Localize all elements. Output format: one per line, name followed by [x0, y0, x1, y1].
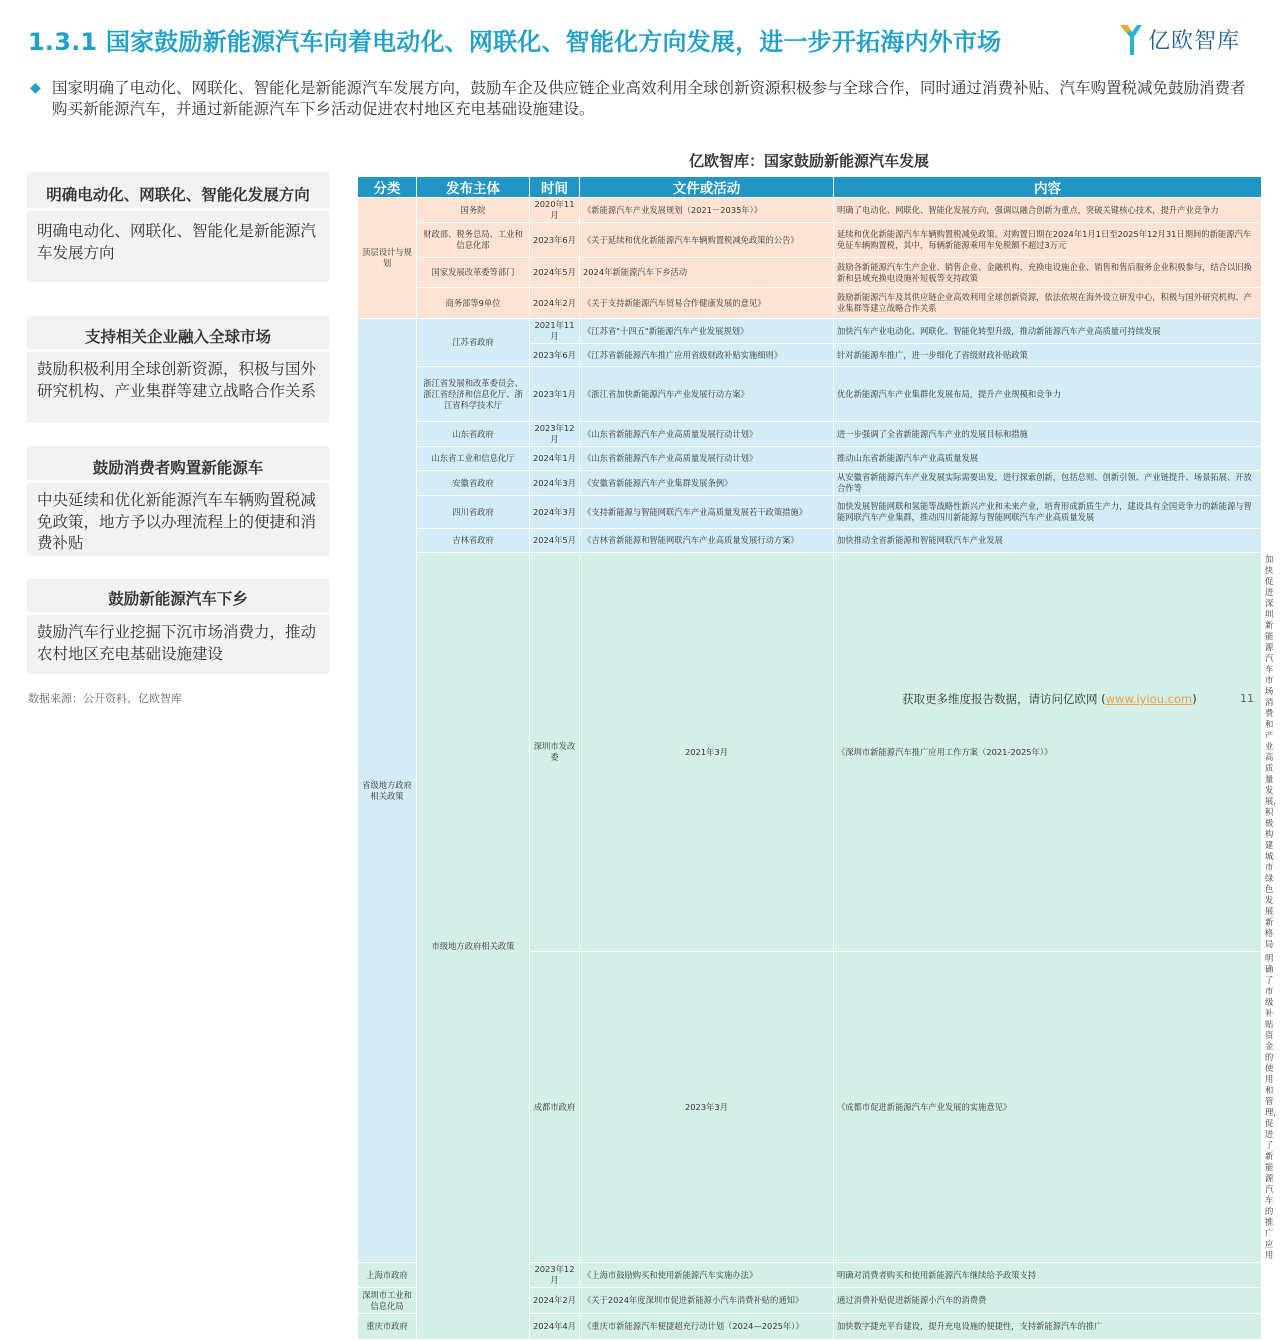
cell-document: 《重庆市新能源汽车便捷超充行动计划（2024—2025年）》: [580, 1314, 834, 1340]
card-body: 明确电动化、网联化、智能化是新能源汽车发展方向: [37, 222, 317, 262]
header-category: 分类: [358, 177, 417, 198]
table-row: [358, 367, 1262, 422]
card-title: 鼓励新能源汽车下乡: [108, 590, 248, 608]
table-header-row: [358, 177, 1262, 198]
table-title: 亿欧智库：国家鼓励新能源汽车发展: [688, 152, 929, 170]
header-document: 文件或活动: [580, 177, 834, 198]
cell-issuer: 上海市政府: [358, 1263, 417, 1288]
cell-date: 2024年2月: [530, 288, 580, 319]
cell-content: 延续和优化新能源汽车车辆购置税减免政策。对购置日期在2024年1月1日至2025年12月31日期间的新能源汽车免征车辆购置税，其中，每辆新能源乘用车免税额不超过3万元: [834, 223, 1262, 258]
logo-text: 亿欧智库: [1148, 28, 1241, 54]
cell-issuer: 山东省政府: [417, 422, 530, 447]
cell-issuer: 重庆市政府: [358, 1314, 417, 1340]
cell-date: 2024年3月: [530, 496, 580, 529]
cell-content: 明确对消费者购买和使用新能源汽车继续给予政策支持: [834, 1263, 1262, 1288]
cell-issuer: 国务院: [417, 198, 530, 223]
table-row: [358, 198, 1262, 223]
diamond-bullet-icon: ◆: [30, 80, 41, 96]
cell-document: 《支持新能源与智能网联汽车产业高质量发展若干政策措施》: [580, 496, 834, 529]
cell-issuer: 浙江省发展和改革委员会、浙江省经济和信息化厅、浙江省科学技术厅: [417, 367, 530, 422]
cell-date: 2024年3月: [530, 471, 580, 496]
cell-document: 《新能源汽车产业发展规划（2021－2035年）》: [580, 198, 834, 223]
card-title: 支持相关企业融入全球市场: [84, 328, 271, 346]
cell-document: 《关于2024年度深圳市促进新能源小汽车消费补贴的通知》: [580, 1288, 834, 1314]
cell-content: 推动山东省新能源汽车产业高质量发展: [834, 447, 1262, 471]
table-row: [358, 447, 1262, 471]
cell-document: 《浙江省加快新能源汽车产业发展行动方案》: [580, 367, 834, 422]
cell-document: 《江苏省"十四五"新能源汽车产业发展规划》: [580, 319, 834, 344]
card-body: 中央延续和优化新能源汽车车辆购置税减免政策，地方予以办理流程上的便捷和消费补贴: [37, 491, 317, 552]
cell-issuer: 四川省政府: [417, 496, 530, 529]
header-date: 时间: [530, 177, 580, 198]
table-row: [358, 258, 1262, 288]
cell-document: 《深圳市新能源汽车推广应用工作方案（2021-2025年）》: [834, 553, 1262, 952]
cell-content: 明确了电动化、网联化、智能化发展方向，强调以融合创新为重点，突破关键核心技术，提升产业竞争力: [834, 198, 1262, 223]
cell-document: 《山东省新能源汽车产业高质量发展行动计划》: [580, 447, 834, 471]
card-rural: [27, 579, 329, 674]
cell-issuer: 财政部、税务总局、工业和信息化部: [417, 223, 530, 258]
card-direction: [27, 172, 329, 282]
cell-content: 鼓励新能源汽车及其供应链企业高效利用全球创新资源，依法依规在海外设立研发中心，积极与国外研究机构、产业集群等建立战略合作关系: [834, 288, 1262, 319]
footer-suffix: ): [1192, 692, 1197, 706]
cell-content: 鼓励各新能源汽车生产企业、销售企业、金融机构、充换电设施企业、销售和售后服务企业积极参与，结合以旧换新和县域充换电设施补短板等支持政策: [834, 258, 1262, 288]
card-divider: [27, 349, 329, 352]
group-label: 市级地方政府相关政策: [417, 553, 530, 1340]
table-row: [358, 422, 1262, 447]
intro-text: 国家明确了电动化、网联化、智能化是新能源汽车发展方向，鼓励车企及供应链企业高效利用全球创新资源积极参与全球合作，同时通过消费补贴、汽车购置税减免鼓励消费者购买新能源汽车，并通过新能源汽车下乡活动促进农村地区充电基础设施建设。: [52, 79, 1246, 118]
policy-table: [357, 176, 1282, 1340]
cell-date: 2024年5月: [530, 529, 580, 553]
card-divider: [27, 208, 329, 211]
cell-date: 2023年12月: [530, 1263, 580, 1288]
cell-document: 2024年新能源汽车下乡活动: [580, 258, 834, 288]
cell-issuer: 国家发展改革委等部门: [417, 258, 530, 288]
intro-paragraph: [30, 78, 1260, 120]
logo: [1118, 18, 1240, 60]
cell-date: 2024年1月: [530, 447, 580, 471]
cell-content: 加快数字捷充平台建设，提升充电设施的便捷性，支持新能源汽车的推广: [834, 1314, 1262, 1340]
cell-document: 《上海市鼓励购买和使用新能源汽车实施办法》: [580, 1263, 834, 1288]
cell-document: 《关于支持新能源汽车贸易合作健康发展的意见》: [580, 288, 834, 319]
logo-icon: [1118, 21, 1144, 57]
cell-document: 《吉林省新能源和智能网联汽车产业高质量发展行动方案》: [580, 529, 834, 553]
cell-issuer: 山东省工业和信息化厅: [417, 447, 530, 471]
cell-content: 加快汽车产业电动化、网联化、智能化转型升级，推动新能源汽车产业高质量可持续发展: [834, 319, 1262, 344]
cell-content: 通过消费补贴促进新能源小汽车的消费费: [834, 1288, 1262, 1314]
cell-content: 加快推动全省新能源和智能网联汽车产业发展: [834, 529, 1262, 553]
cell-issuer: 成都市政府: [530, 952, 580, 1263]
cell-date: 2021年3月: [580, 553, 834, 952]
table-row: [358, 319, 1262, 344]
card-title: 鼓励消费者购置新能源车: [92, 459, 264, 477]
header-issuer: 发布主体: [417, 177, 530, 198]
cell-issuer: 吉林省政府: [417, 529, 530, 553]
cell-content: 进一步强调了全省新能源汽车产业的发展目标和措施: [834, 422, 1262, 447]
cell-document: 《关于延续和优化新能源汽车车辆购置税减免政策的公告》: [580, 223, 834, 258]
table-row: [358, 471, 1262, 496]
cell-issuer: 江苏省政府: [417, 319, 530, 367]
card-title: 明确电动化、网联化、智能化发展方向: [46, 186, 310, 204]
table-row: [358, 529, 1262, 553]
cell-date: 2024年5月: [530, 258, 580, 288]
cell-date: 2024年4月: [530, 1314, 580, 1340]
cell-content: 加快发展智能网联和氢能等战略性新兴产业和未来产业，培育形成新质生产力，建设具有全国竞争力的新能源与智能网联汽车产业集群，推动四川新能源与智能网联汽车产业高质量发展: [834, 496, 1262, 529]
card-consumer-purchase: [27, 446, 329, 556]
cell-document: 《江苏省新能源汽车推广应用省级财政补贴实施细则》: [580, 344, 834, 367]
page-title: 1.3.1 国家鼓励新能源汽车向着电动化、网联化、智能化方向发展，进一步开拓海内外市场: [28, 28, 1002, 56]
cell-content: 从安徽省新能源汽车产业发展实际需要出发，进行探索创新，包括总则、创新引领、产业链提升、场景拓展、开放合作等: [834, 471, 1262, 496]
cell-date: 2023年6月: [530, 223, 580, 258]
cell-issuer: 深圳市发改委: [530, 553, 580, 952]
cell-document: 《山东省新能源汽车产业高质量发展行动计划》: [580, 422, 834, 447]
cell-date: 2023年3月: [580, 952, 834, 1263]
cell-document: 《安徽省新能源汽车产业集群发展条例》: [580, 471, 834, 496]
card-body: 鼓励汽车行业挖掘下沉市场消费力，推动农村地区充电基础设施建设: [37, 623, 317, 663]
table-row: 市级地方政府相关政策 深圳市发改委 2021年3月 《深圳市新能源汽车推广应用工作方案（2021-2025年）》 加快促进深圳新能源汽车市场消费和产业高质量发展，积极构建城市绿色发展新格局: [358, 553, 1262, 952]
card-divider: [27, 480, 329, 483]
header-content: 内容: [834, 177, 1262, 198]
cell-content: 优化新能源汽车产业集群化发展布局，提升产业规模和竞争力: [834, 367, 1262, 422]
cell-date: 2020年11月: [530, 198, 580, 223]
card-global-market: [27, 316, 329, 423]
footer-prefix: 获取更多维度报告数据，请访问亿欧网 (: [902, 692, 1106, 706]
cell-issuer: 安徽省政府: [417, 471, 530, 496]
data-source: 数据来源：公开资料、亿欧智库: [28, 692, 182, 705]
group-label: 省级地方政府相关政策: [358, 319, 417, 1263]
table-row: 成都市政府 2023年3月 《成都市促进新能源汽车产业发展的实施意见》 明确了市级补贴资金的使用和管理，促进了新能源汽车的推广应用: [358, 952, 1262, 1263]
cell-issuer: 深圳市工业和信息化局: [358, 1288, 417, 1314]
cell-issuer: 商务部等9单位: [417, 288, 530, 319]
table-row: [358, 496, 1262, 529]
footer-note: [902, 691, 1197, 707]
page-number: 11: [1240, 692, 1254, 705]
card-divider: [27, 612, 329, 615]
table-row: [358, 223, 1262, 258]
group-label: 顶层设计与规划: [358, 198, 417, 319]
cell-document: 《成都市促进新能源汽车产业发展的实施意见》: [834, 952, 1262, 1263]
cell-date: 2024年2月: [530, 1288, 580, 1314]
cell-date: 2023年6月: [530, 344, 580, 367]
card-body: 鼓励积极利用全球创新资源，积极与国外研究机构、产业集群等建立战略合作关系: [37, 360, 317, 400]
cell-date: 2023年12月: [530, 422, 580, 447]
cell-date: 2021年11月: [530, 319, 580, 344]
cell-content: 针对新能源车推广，进一步细化了省级财政补贴政策: [834, 344, 1262, 367]
footer-link[interactable]: www.iyiou.com: [1105, 692, 1193, 706]
cell-date: 2023年1月: [530, 367, 580, 422]
table-row: [358, 288, 1262, 319]
